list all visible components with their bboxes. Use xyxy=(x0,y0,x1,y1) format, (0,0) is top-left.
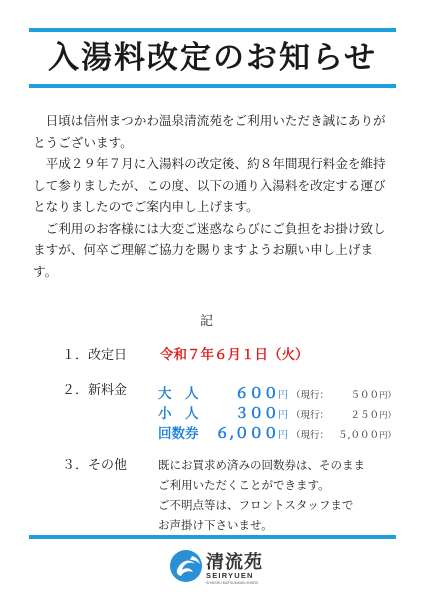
item-label: 改定日 xyxy=(88,348,128,363)
intro-paragraph-3: ご利用のお客様には大変ご迷惑ならびにご負担をお掛け致しますが、何卒ご理解ご協力を賜りますようお願い申し上げます。 xyxy=(33,220,386,279)
page-title: 入湯料改定のお知らせ xyxy=(47,40,378,76)
title-underline xyxy=(29,84,396,88)
seiryuen-logo xyxy=(168,546,263,591)
ki-heading: 記 xyxy=(200,314,214,329)
current-amount: ５００ xyxy=(350,390,380,401)
other-line: ご不明点等は、フロントスタッフまで xyxy=(158,498,354,512)
item-new-fees xyxy=(62,380,127,401)
other-line: 既にお買求め済みの回数券は、そのまま xyxy=(158,458,365,472)
fee-row-coupon xyxy=(158,423,396,443)
fee-yen: 円 xyxy=(278,430,288,441)
current-yen: 円） xyxy=(379,411,397,421)
bottom-rule xyxy=(29,535,396,539)
wave-logo-icon xyxy=(168,548,204,584)
current-amount: ５,０００ xyxy=(337,430,380,441)
fee-row-adult xyxy=(158,383,396,403)
fee-yen: 円 xyxy=(278,410,288,421)
item-number: １． xyxy=(62,348,89,363)
item-number: ２． xyxy=(62,383,89,398)
current-yen: 円） xyxy=(379,431,397,441)
fee-amount: ３００ xyxy=(234,405,278,422)
item-other xyxy=(62,455,127,476)
current-amount: ２５０ xyxy=(350,410,380,421)
item-label: その他 xyxy=(88,458,128,473)
fee-row-child xyxy=(158,403,396,423)
logo-tagline: SHINSHU MATSUKAWA ONSEN xyxy=(206,581,258,585)
revision-date-value: 令和７年６月１日（火） xyxy=(160,347,309,363)
other-notes xyxy=(158,455,398,535)
fee-label: 大 人 xyxy=(158,386,199,402)
logo-name: 清流苑 xyxy=(206,552,263,573)
top-rule xyxy=(29,28,396,32)
intro-paragraph-1: 日頃は信州まつかわ温泉清流苑をご利用いただき誠にありがとうございます。 xyxy=(33,113,386,150)
fee-amount: ６００ xyxy=(234,385,278,402)
item-number: ３． xyxy=(62,458,89,473)
item-revision-date xyxy=(62,345,127,366)
logo-sub: SEIRYUEN xyxy=(206,571,254,580)
current-label: （現行： xyxy=(291,410,330,421)
current-label: （現行： xyxy=(291,390,330,401)
current-label: （現行： xyxy=(291,430,330,441)
item-label: 新料金 xyxy=(88,383,128,398)
intro-paragraph-2: 平成２９年７月に入湯料の改定後、約８年間現行料金を維持して参りましたが、この度、以下の通り入湯料を改定する運びとなりましたのでご案内申し上げます。 xyxy=(33,156,386,214)
fee-label: 小 人 xyxy=(158,406,199,422)
fee-yen: 円 xyxy=(278,390,288,401)
other-line: ご利用いただくことができます。 xyxy=(158,478,330,492)
intro-text xyxy=(33,110,395,282)
fee-amount: ６,０００ xyxy=(214,425,278,442)
fee-label: 回数券 xyxy=(158,426,199,442)
current-yen: 円） xyxy=(379,391,397,401)
other-line: お声掛け下さいませ。 xyxy=(158,518,273,532)
